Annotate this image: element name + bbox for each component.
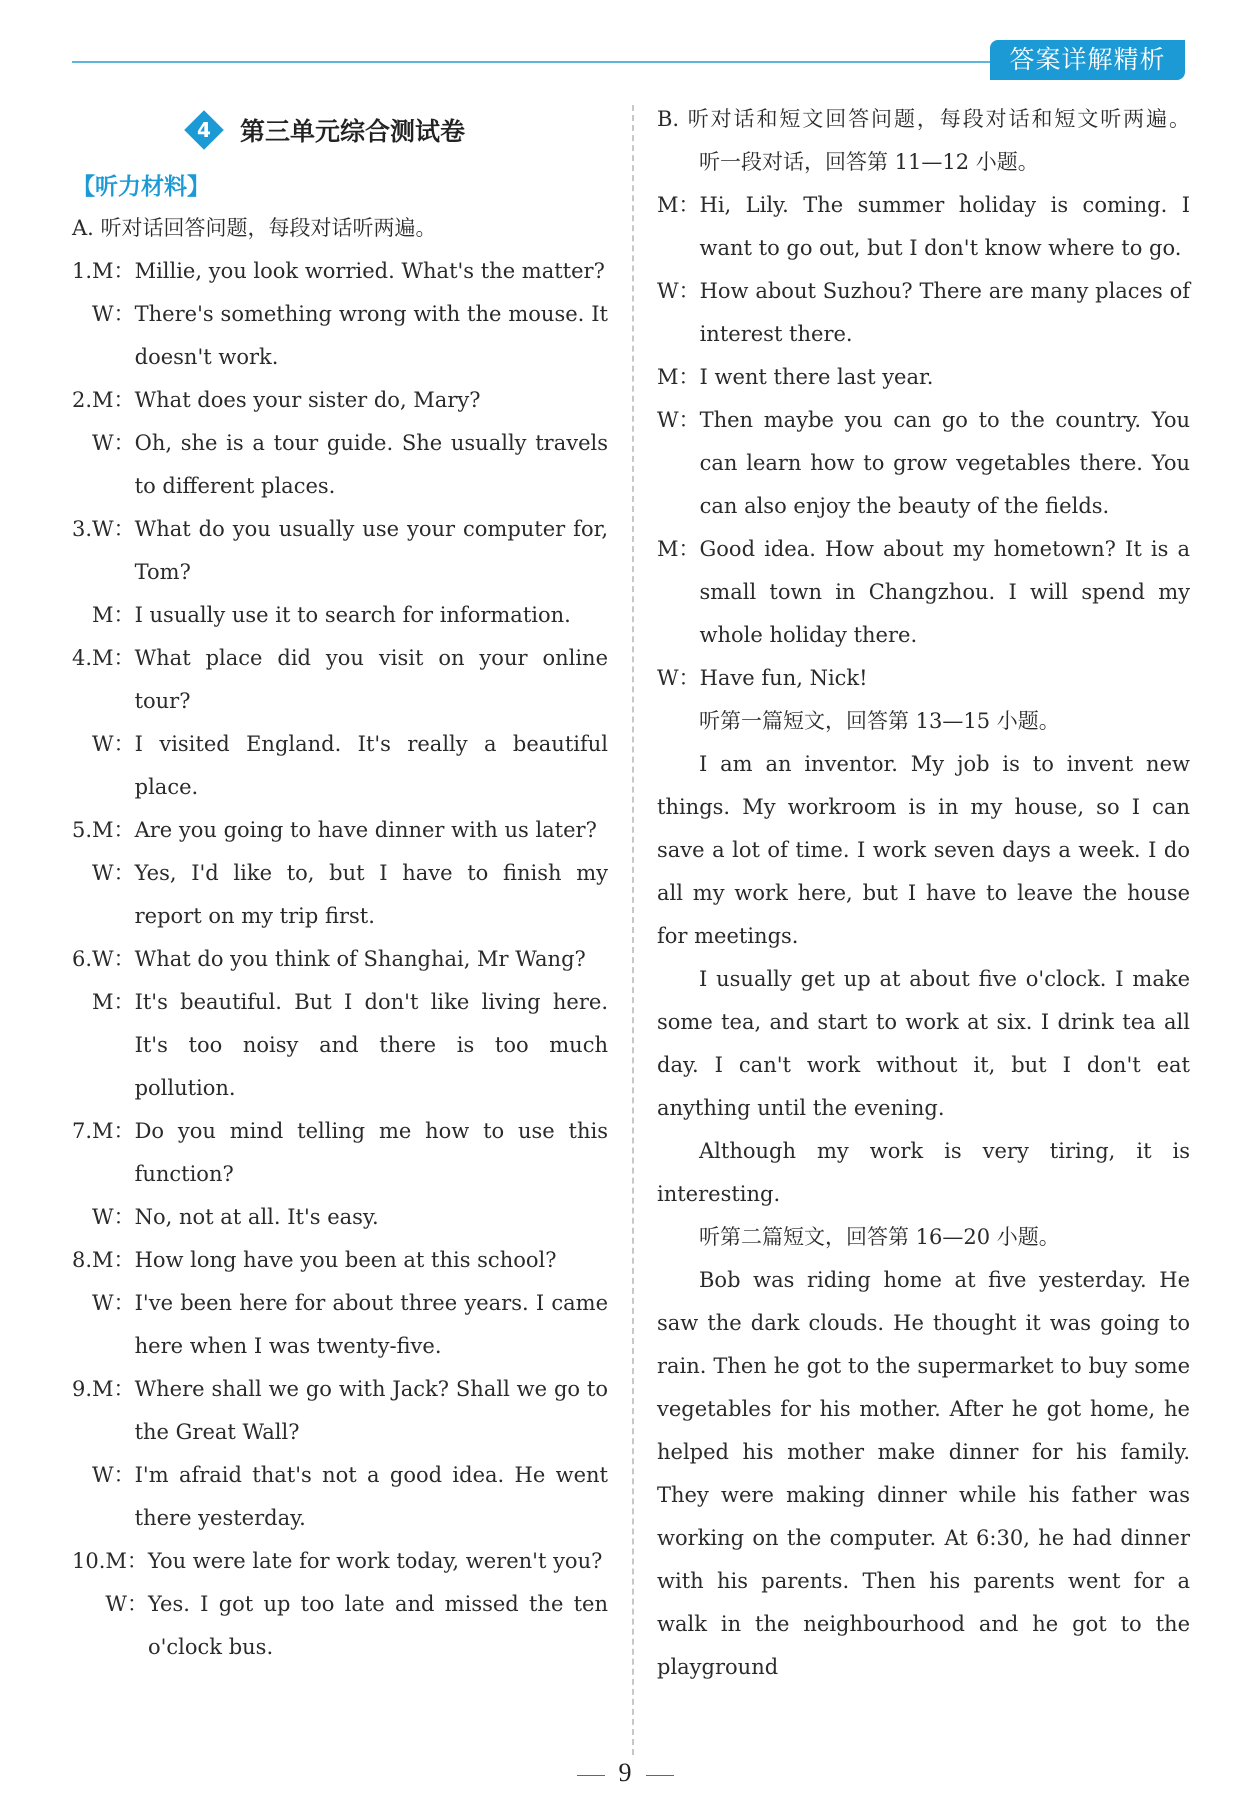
left-column bbox=[72, 207, 608, 1669]
part-a-items bbox=[72, 250, 608, 1669]
item-number: 1. bbox=[72, 259, 93, 283]
speaker-label: M： bbox=[92, 990, 135, 1014]
dialogue-line bbox=[72, 1282, 608, 1368]
line-text: I went there last year. bbox=[699, 365, 934, 389]
dialogue-item bbox=[72, 508, 608, 637]
passage2-intro: 听第二篇短文，回答第 16—20 小题。 bbox=[699, 1225, 1060, 1249]
dialogue-line bbox=[72, 637, 608, 723]
speaker-label: W： bbox=[92, 732, 135, 756]
header-rule bbox=[72, 61, 992, 63]
line-text: You were late for work today, weren't you? bbox=[147, 1549, 603, 1573]
line-text: I'm afraid that's not a good idea. He went there yesterday. bbox=[134, 1463, 608, 1530]
dialogue-line bbox=[657, 270, 1190, 356]
speaker-label: W： bbox=[657, 666, 700, 690]
section-number-badge: 4 bbox=[184, 110, 224, 150]
dialogue-line bbox=[72, 422, 608, 508]
line-text: Yes. I got up too late and missed the ten o'clock bus. bbox=[148, 1592, 608, 1659]
line-text: There's something wrong with the mouse. It doesn't work. bbox=[134, 302, 608, 369]
dialogue-line bbox=[72, 508, 608, 594]
line-text: Then maybe you can go to the country. You can learn how to grow vegetables there. You can also enjoy the beauty of the fields. bbox=[699, 408, 1190, 518]
passage1-intro: 听第一篇短文，回答第 13—15 小题。 bbox=[699, 709, 1060, 733]
dialogue-line bbox=[72, 1540, 608, 1583]
speaker-label: W： bbox=[92, 517, 135, 541]
line-text: What does your sister do, Mary? bbox=[134, 388, 481, 412]
speaker-label: M： bbox=[657, 537, 700, 561]
line-text: Have fun, Nick! bbox=[699, 666, 868, 690]
line-text: Millie, you look worried. What's the matter? bbox=[134, 259, 605, 283]
line-text: What do you usually use your computer for, Tom? bbox=[134, 517, 608, 584]
speaker-label: M： bbox=[92, 1377, 135, 1401]
speaker-label: W： bbox=[657, 408, 700, 432]
dialogue-line bbox=[72, 809, 608, 852]
dialogue-item bbox=[72, 1239, 608, 1368]
dialogue-line bbox=[72, 250, 608, 293]
section-title: 第三单元综合测试卷 bbox=[240, 117, 466, 146]
speaker-label: W： bbox=[92, 861, 135, 885]
column-divider bbox=[632, 105, 634, 1755]
speaker-label: M： bbox=[92, 1248, 135, 1272]
item-number: 6. bbox=[72, 947, 93, 971]
item-number: 3. bbox=[72, 517, 93, 541]
line-text: I visited England. It's really a beautiful place. bbox=[134, 732, 608, 799]
passage2 bbox=[657, 1259, 1190, 1689]
dialogue-intro: 听一段对话，回答第 11—12 小题。 bbox=[699, 150, 1039, 174]
item-number: 8. bbox=[72, 1248, 93, 1272]
item-number: 5. bbox=[72, 818, 93, 842]
speaker-label: W： bbox=[92, 1205, 135, 1229]
passage-paragraph: I am an inventor. My job is to invent new things. My workroom is in my house, so I can save a lot of time. I work seven days a week. I do all my work here, but I have to leave the house for meetings. bbox=[657, 752, 1190, 948]
line-text: Are you going to have dinner with us later? bbox=[134, 818, 597, 842]
passage-paragraph: Although my work is very tiring, it is interesting. bbox=[657, 1139, 1190, 1206]
part-a-title: A. 听对话回答问题，每段对话听两遍。 bbox=[72, 216, 437, 240]
speaker-label: W： bbox=[92, 947, 135, 971]
part-b-title: B. 听对话和短文回答问题，每段对话和短文听两遍。 bbox=[657, 107, 1190, 131]
section-heading bbox=[190, 110, 465, 150]
dialogue-line bbox=[72, 852, 608, 938]
dialogue-item bbox=[72, 379, 608, 508]
dialogue-item bbox=[72, 250, 608, 379]
dialogue-line bbox=[72, 1196, 608, 1239]
speaker-label: W： bbox=[92, 1463, 135, 1487]
dialogue-line bbox=[72, 1239, 608, 1282]
dialogue-item bbox=[72, 1110, 608, 1239]
dialogue-line bbox=[657, 399, 1190, 528]
speaker-label: M： bbox=[92, 603, 135, 627]
line-text: Do you mind telling me how to use this function? bbox=[134, 1119, 608, 1186]
passage1 bbox=[657, 743, 1190, 1216]
dialogue-line bbox=[72, 293, 608, 379]
speaker-label: M： bbox=[105, 1549, 148, 1573]
dialogue-line bbox=[72, 1368, 608, 1454]
line-text: It's beautiful. But I don't like living here. It's too noisy and there is too much pollution. bbox=[134, 990, 608, 1100]
page-number: 9 bbox=[0, 1758, 1250, 1788]
speaker-label: M： bbox=[92, 388, 135, 412]
dialogue-line bbox=[657, 356, 1190, 399]
dialogue-line bbox=[72, 1454, 608, 1540]
dialogue-line bbox=[657, 528, 1190, 657]
speaker-label: W： bbox=[105, 1592, 148, 1616]
item-number: 2. bbox=[72, 388, 93, 412]
line-text: Hi, Lily. The summer holiday is coming. I want to go out, but I don't know where to go. bbox=[699, 193, 1190, 260]
speaker-label: M： bbox=[92, 1119, 135, 1143]
speaker-label: M： bbox=[657, 193, 700, 217]
dialogue-line bbox=[72, 594, 608, 637]
right-column bbox=[657, 98, 1190, 1689]
speaker-label: M： bbox=[657, 365, 700, 389]
dialogue-line bbox=[72, 379, 608, 422]
line-text: How long have you been at this school? bbox=[134, 1248, 557, 1272]
dialogue-item bbox=[72, 637, 608, 809]
speaker-label: M： bbox=[92, 646, 135, 670]
speaker-label: W： bbox=[92, 431, 135, 455]
line-text: Good idea. How about my hometown? It is a small town in Changzhou. I will spend my whole holiday there. bbox=[699, 537, 1190, 647]
line-text: Yes, I'd like to, but I have to finish my report on my trip first. bbox=[134, 861, 608, 928]
item-number: 9. bbox=[72, 1377, 93, 1401]
speaker-label: M： bbox=[92, 818, 135, 842]
dialogue-line bbox=[657, 184, 1190, 270]
listening-heading: 【听力材料】 bbox=[72, 174, 210, 200]
dialogue-item bbox=[72, 1368, 608, 1540]
dialogue-line bbox=[72, 981, 608, 1110]
line-text: I've been here for about three years. I came here when I was twenty-five. bbox=[134, 1291, 608, 1358]
line-text: How about Suzhou? There are many places of interest there. bbox=[699, 279, 1190, 346]
passage-paragraph: I usually get up at about five o'clock. I make some tea, and start to work at six. I drink tea all day. I can't work without it, but I don't eat anything until the evening. bbox=[657, 967, 1190, 1120]
line-text: I usually use it to search for information. bbox=[134, 603, 571, 627]
dialogue bbox=[657, 184, 1190, 700]
item-number: 4. bbox=[72, 646, 93, 670]
dialogue-line bbox=[72, 1583, 608, 1669]
item-number: 10. bbox=[72, 1549, 106, 1573]
dialogue-item bbox=[72, 809, 608, 938]
dialogue-line bbox=[72, 1110, 608, 1196]
dialogue-line bbox=[72, 723, 608, 809]
header-tag: 答案详解精析 bbox=[990, 40, 1185, 80]
dialogue-line bbox=[72, 938, 608, 981]
dialogue-item bbox=[72, 1540, 608, 1669]
dialogue-item bbox=[72, 938, 608, 1110]
speaker-label: W： bbox=[92, 302, 135, 326]
line-text: What place did you visit on your online tour? bbox=[134, 646, 608, 713]
line-text: Where shall we go with Jack? Shall we go to the Great Wall? bbox=[134, 1377, 608, 1444]
line-text: What do you think of Shanghai, Mr Wang? bbox=[134, 947, 586, 971]
speaker-label: M： bbox=[92, 259, 135, 283]
line-text: Oh, she is a tour guide. She usually travels to different places. bbox=[134, 431, 608, 498]
passage-paragraph: Bob was riding home at five yesterday. He saw the dark clouds. He thought it was going to rain. Then he got to the supermarket to buy some vegetables for his mother. After he got home, he helped his mother make dinner for his family. They were making dinner while his father was working on the computer. At 6:30, he had dinner with his parents. Then his parents went for a walk in the neighbourhood and he got to the playground bbox=[657, 1268, 1190, 1679]
speaker-label: W： bbox=[657, 279, 700, 303]
dialogue-line bbox=[657, 657, 1190, 700]
speaker-label: W： bbox=[92, 1291, 135, 1315]
item-number: 7. bbox=[72, 1119, 93, 1143]
line-text: No, not at all. It's easy. bbox=[134, 1205, 379, 1229]
